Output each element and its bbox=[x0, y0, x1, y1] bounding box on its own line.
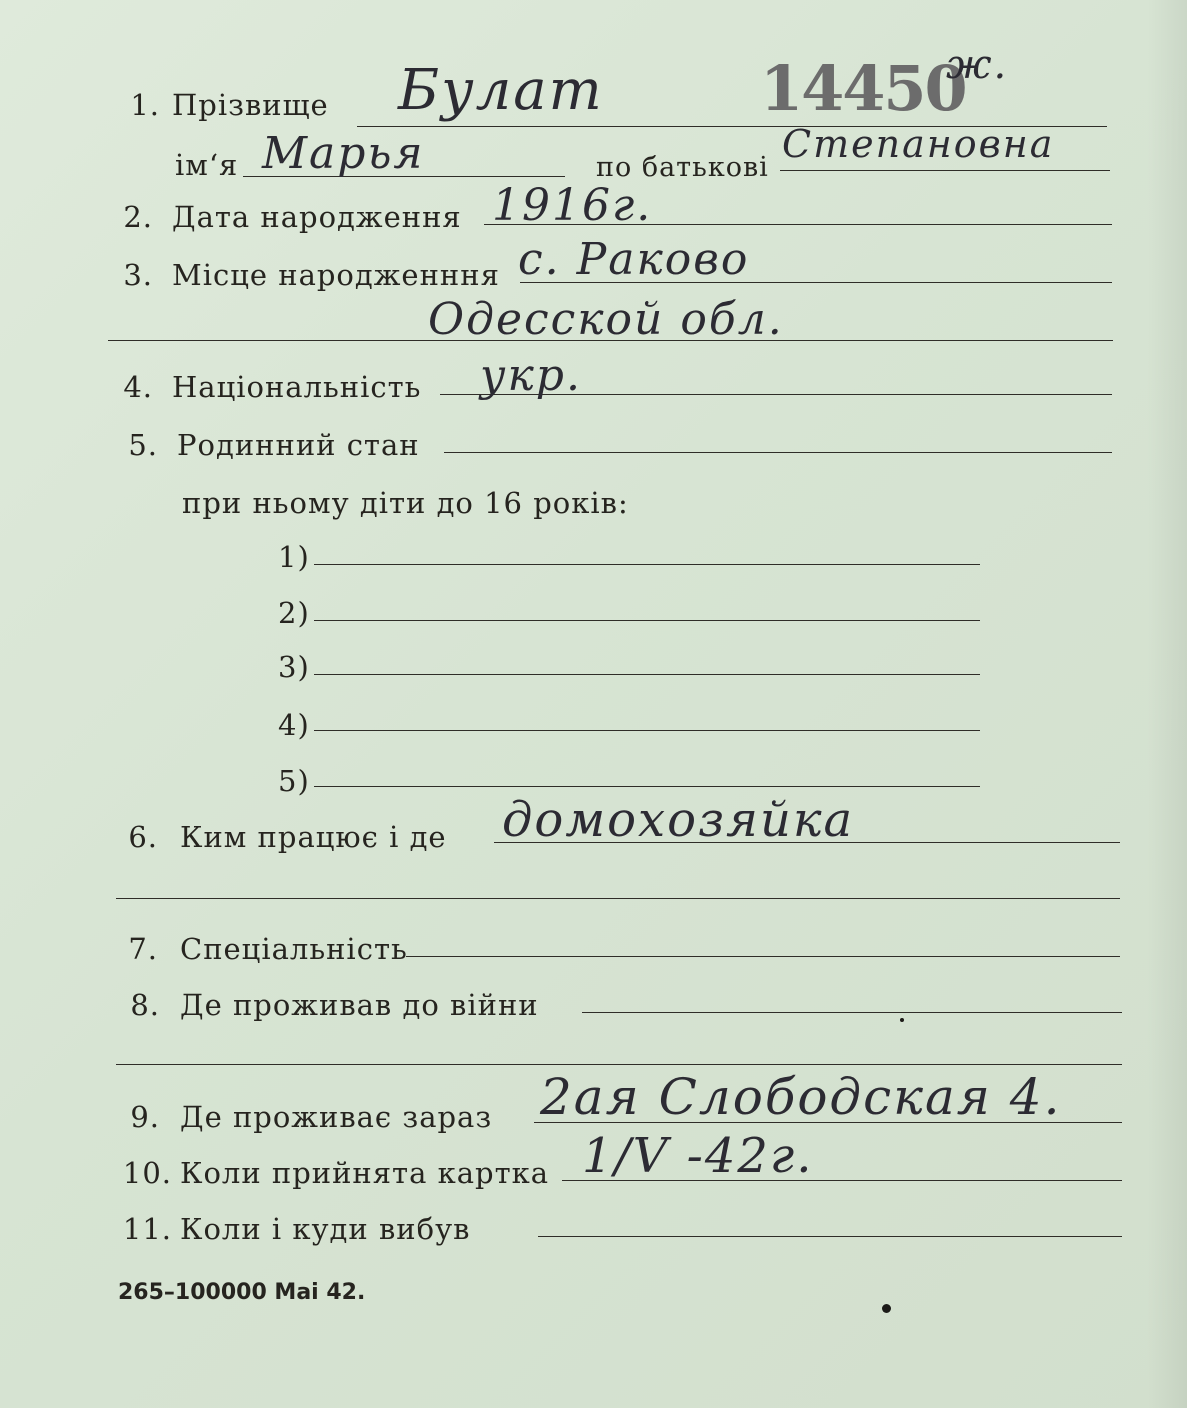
field-3-number: 3. bbox=[123, 258, 153, 292]
departure-label: Коли і куди вибув bbox=[180, 1212, 471, 1246]
child-4-label: 4) bbox=[278, 708, 310, 742]
occupation-line-2 bbox=[116, 898, 1120, 899]
field-9-number: 9. bbox=[130, 1100, 160, 1134]
occupation-handwriting: домохозяйка bbox=[502, 792, 855, 848]
patronymic-label: по батькові bbox=[596, 152, 769, 183]
ink-speck bbox=[900, 1018, 904, 1022]
field-11-number: 11. bbox=[122, 1212, 172, 1246]
prewar-residence-line bbox=[582, 1012, 1122, 1013]
child-3-line bbox=[314, 674, 980, 675]
family-status-line bbox=[444, 452, 1112, 453]
card-accepted-handwriting: 1/V -42г. bbox=[582, 1128, 814, 1184]
surname-label: Прізвище bbox=[172, 88, 329, 122]
current-residence-handwriting: 2ая Слободская 4. bbox=[540, 1068, 1062, 1126]
surname-handwriting: Булат bbox=[398, 58, 604, 123]
prewar-residence-line-2 bbox=[116, 1064, 1122, 1065]
child-1-line bbox=[314, 564, 980, 565]
occupation-label: Ким працює і де bbox=[180, 820, 447, 854]
nationality-label: Національність bbox=[172, 370, 422, 404]
field-4-number: 4. bbox=[123, 370, 153, 404]
child-1-label: 1) bbox=[278, 540, 310, 574]
birth-place-label: Місце народженння bbox=[172, 258, 500, 292]
field-8-number: 8. bbox=[130, 988, 160, 1022]
children-label: при ньому діти до 16 років: bbox=[182, 486, 629, 520]
departure-line bbox=[538, 1236, 1122, 1237]
prewar-residence-label: Де проживав до війни bbox=[180, 988, 539, 1022]
field-6-number: 6. bbox=[128, 820, 158, 854]
child-2-label: 2) bbox=[278, 596, 310, 630]
child-4-line bbox=[314, 730, 980, 731]
child-5-label: 5) bbox=[278, 764, 310, 798]
number-suffix-handwriting: ж. bbox=[946, 42, 1009, 88]
birth-place-handwriting-2: Одесской обл. bbox=[428, 294, 784, 345]
name-label: ім‘я bbox=[175, 148, 239, 182]
name-handwriting: Марья bbox=[262, 128, 425, 179]
child-3-label: 3) bbox=[278, 650, 310, 684]
current-residence-label: Де проживає зараз bbox=[180, 1100, 493, 1134]
number-stamp: 14450 bbox=[760, 52, 966, 125]
card-accepted-label: Коли прийнята картка bbox=[180, 1156, 550, 1190]
child-2-line bbox=[314, 620, 980, 621]
child-5-line bbox=[314, 786, 980, 787]
field-2-number: 2. bbox=[123, 200, 153, 234]
field-7-number: 7. bbox=[128, 932, 158, 966]
patronymic-handwriting: Степановна bbox=[782, 122, 1055, 166]
birth-date-label: Дата народження bbox=[172, 200, 462, 234]
field-5-number: 5. bbox=[128, 428, 158, 462]
field-10-number: 10. bbox=[122, 1156, 172, 1190]
field-1-number: 1. bbox=[130, 88, 160, 122]
specialty-label: Спеціальність bbox=[180, 932, 408, 966]
specialty-line bbox=[406, 956, 1120, 957]
patronymic-line bbox=[780, 170, 1110, 171]
birth-date-handwriting: 1916г. bbox=[492, 180, 653, 231]
print-footer: 265–100000 Маі 42. bbox=[118, 1280, 366, 1305]
ink-dot bbox=[882, 1304, 891, 1313]
birth-place-handwriting-1: с. Раково bbox=[518, 234, 750, 285]
nationality-handwriting: укр. bbox=[480, 350, 582, 401]
family-status-label: Родинний стан bbox=[177, 428, 420, 462]
